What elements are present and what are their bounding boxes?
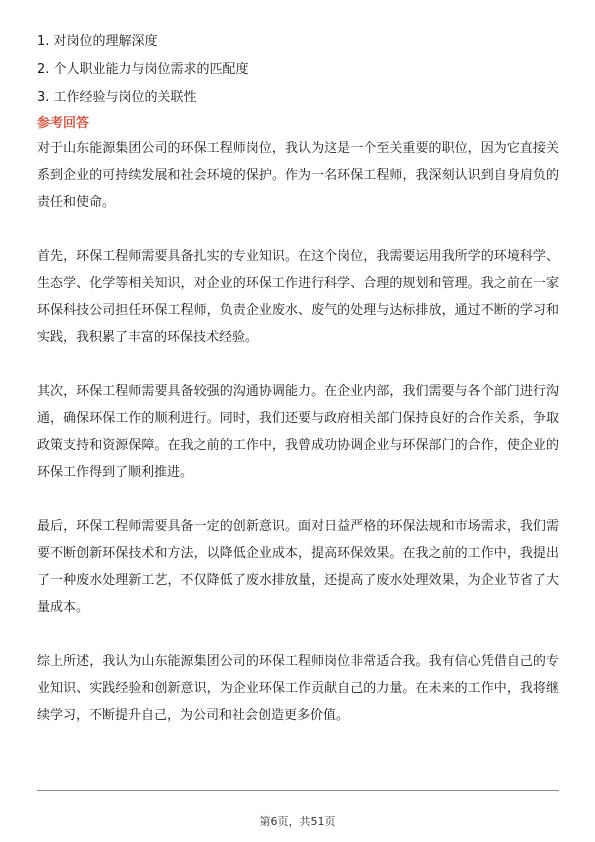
answer-paragraph-innovation: 最后，环保工程师需要具备一定的创新意识。面对日益严格的环保法规和市场需求，我们需要不断创新环保技术和方法，以降低企业成本，提高环保效果。在我之前的工作中，我提出了一种废水处理新工艺，不仅降低了废水排放量，还提高了废水处理效果，为企业节省了大量成本。 xyxy=(37,519,559,615)
criteria-item: 2. 个人职业能力与岗位需求的匹配度 xyxy=(37,62,249,77)
answer-paragraph-communication: 其次，环保工程师需要具备较强的沟通协调能力。在企业内部，我们需要与各个部门进行沟通，确保环保工作的顺利进行。同时，我们还要与政府相关部门保持良好的合作关系，争取政策支持和资源保障。在我之前的工作中，我曾成功协调企业与环保部门的合作，使企业的环保工作得到了顺利推进。 xyxy=(37,384,559,480)
document-page xyxy=(37,28,559,729)
answer-paragraph-intro: 对于山东能源集团公司的环保工程师岗位，我认为这是一个至关重要的职位，因为它直接关系到企业的可持续发展和社会环境的保护。作为一名环保工程师，我深刻认识到自身肩负的责任和使命。 xyxy=(37,141,559,210)
criteria-item: 1. 对岗位的理解深度 xyxy=(37,34,158,49)
paragraph-gap xyxy=(37,351,559,378)
paragraph-gap xyxy=(37,486,559,513)
paragraph-gap xyxy=(37,621,559,648)
section-heading: 参考回答 xyxy=(37,116,90,131)
page-number: 第6页，共51页 xyxy=(259,815,336,828)
paragraph-gap xyxy=(37,216,559,243)
criteria-item: 3. 工作经验与岗位的关联性 xyxy=(37,90,197,105)
footer-divider xyxy=(37,790,559,791)
criteria-list xyxy=(37,28,559,112)
answer-paragraph-knowledge: 首先，环保工程师需要具备扎实的专业知识。在这个岗位，我需要运用我所学的环境科学、生态学、化学等相关知识，对企业的环保工作进行科学、合理的规划和管理。我之前在一家环保科技公司担任环保工程师，负责企业废水、废气的处理与达标排放，通过不断的学习和实践，我积累了丰富的环保技术经验。 xyxy=(37,249,559,345)
answer-paragraph-summary: 综上所述，我认为山东能源集团公司的环保工程师岗位非常适合我。我有信心凭借自己的专业知识、实践经验和创新意识，为企业环保工作贡献自己的力量。在未来的工作中，我将继续学习，不断提升自己，为公司和社会创造更多价值。 xyxy=(37,654,559,723)
